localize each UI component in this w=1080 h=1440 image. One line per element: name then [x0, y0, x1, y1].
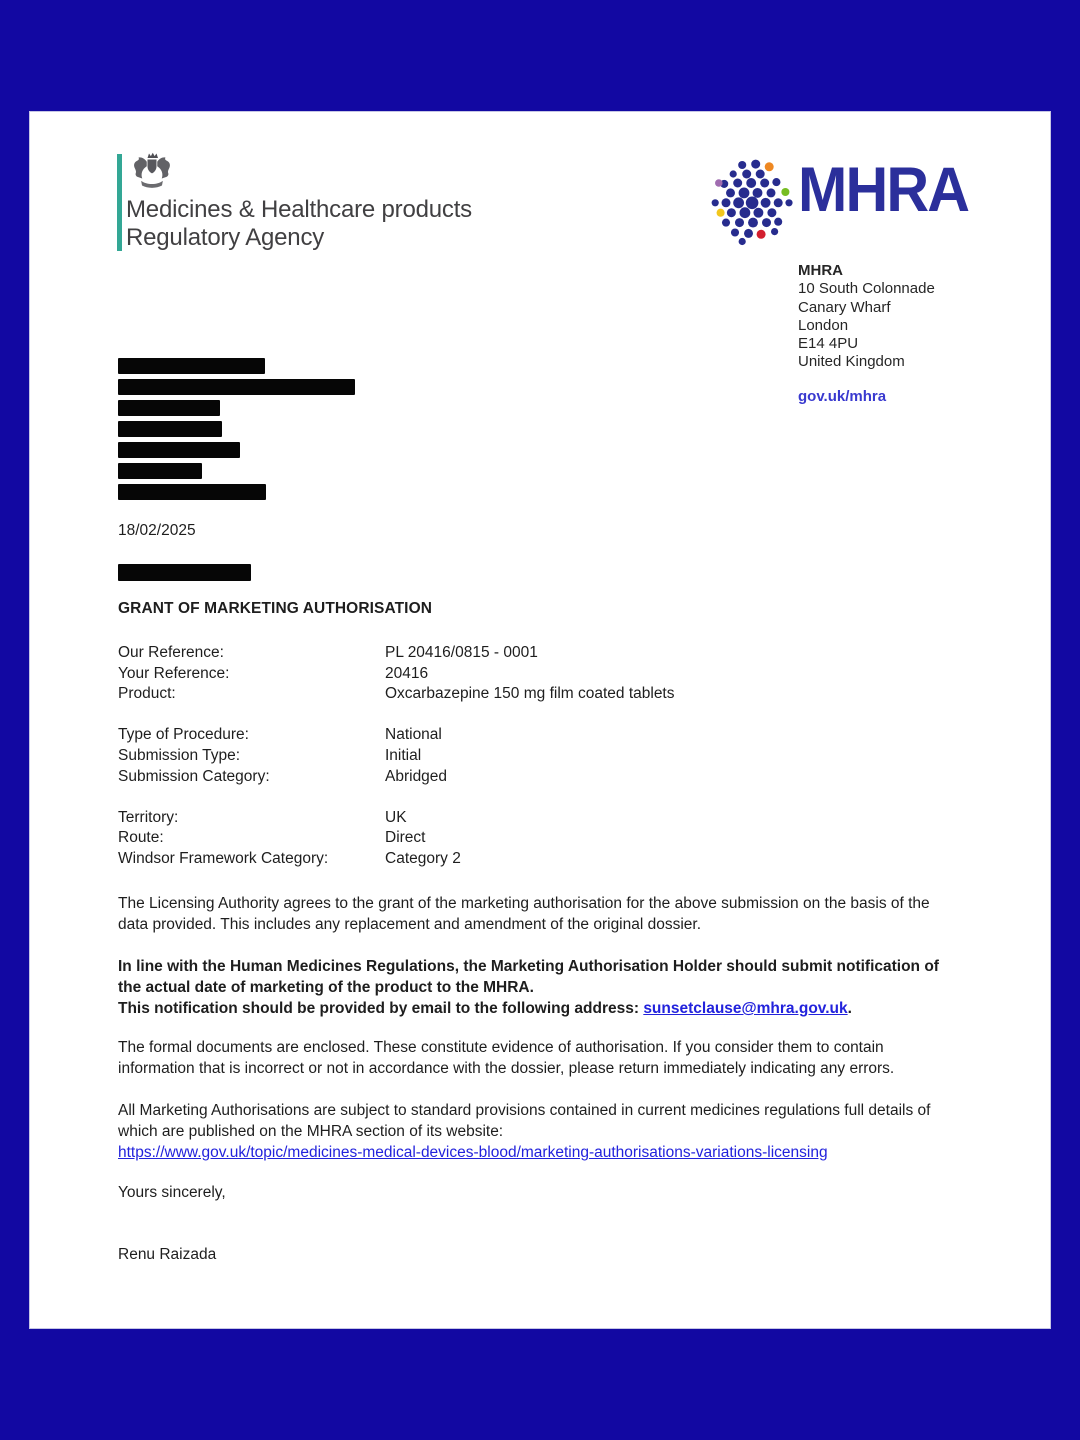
table-row	[118, 684, 998, 705]
ref-label: Product:	[118, 685, 176, 703]
table-row	[118, 643, 998, 664]
reference-group	[118, 725, 998, 787]
paragraph-notification-email-line	[118, 998, 964, 1019]
agency-name-line2: Regulatory Agency	[126, 224, 325, 251]
sender-address-line: 10 South Colonnade	[798, 280, 935, 298]
ref-value: National	[385, 726, 442, 744]
ref-label: Your Reference:	[118, 664, 230, 682]
paragraph-authority: The Licensing Authority agrees to the grant of the marketing authorisation for the above submission on the basis of the data provided. This includes any replacement and amendment of the original dossier.	[118, 895, 930, 933]
agency-teal-bar	[117, 154, 122, 251]
table-row	[118, 746, 998, 767]
ref-value: Oxcarbazepine 150 mg film coated tablets	[385, 685, 675, 703]
ref-label: Type of Procedure:	[118, 726, 249, 744]
signatory-name: Renu Raizada	[118, 1246, 217, 1263]
ref-value: Category 2	[385, 849, 461, 867]
sender-address-block	[798, 262, 935, 372]
redaction-bar	[118, 463, 202, 479]
letter-page	[30, 112, 1050, 1328]
reference-table	[118, 643, 998, 890]
sender-address-line: E14 4PU	[798, 335, 859, 353]
ref-value: UK	[385, 808, 407, 826]
redaction-bar	[118, 484, 266, 500]
ref-label: Our Reference:	[118, 644, 224, 661]
closing-line: Yours sincerely,	[118, 1184, 226, 1201]
ref-value: Initial	[385, 746, 422, 764]
ref-value: 20416	[385, 664, 429, 682]
paragraph-formal-documents: The formal documents are enclosed. These constitute evidence of authorisation. If you consider them to contain information that is incorrect or not in accordance with the dossier, please return immediately indicating any errors.	[118, 1039, 895, 1077]
agency-name	[126, 196, 472, 252]
reference-group	[118, 808, 998, 870]
sender-address-line: London	[798, 316, 849, 334]
table-row	[118, 849, 998, 870]
sunsetclause-email-link[interactable]: sunsetclause@mhra.gov.uk	[643, 1000, 848, 1017]
redaction-bar	[118, 379, 355, 395]
table-row	[118, 828, 998, 849]
paragraph-notification-bold: In line with the Human Medicines Regulations, the Marketing Authorisation Holder should submit notification of the actual date of marketing of the product to the MHRA.	[118, 958, 939, 996]
ref-label: Submission Category:	[118, 767, 270, 785]
ref-label: Windsor Framework Category:	[118, 849, 329, 867]
ref-label: Territory:	[118, 808, 179, 826]
redaction-bar	[118, 400, 220, 416]
mhra-wordmark: MHRA	[798, 155, 969, 225]
redaction-bar	[118, 358, 265, 374]
ref-label: Route:	[118, 829, 164, 847]
paragraph-provisions	[118, 1100, 964, 1163]
ref-value: Direct	[385, 829, 426, 847]
table-row	[118, 664, 998, 685]
gov-uk-mhra-link[interactable]: gov.uk/mhra	[798, 388, 887, 405]
sender-name: MHRA	[798, 262, 843, 279]
mhra-dots-icon	[708, 156, 798, 246]
reference-group	[118, 643, 998, 705]
table-row	[118, 808, 998, 829]
letter-date: 18/02/2025	[118, 522, 196, 539]
paragraph-provisions-link-line	[118, 1142, 964, 1163]
redaction-bar	[118, 421, 222, 437]
ref-value: PL 20416/0815 - 0001	[385, 644, 538, 661]
sender-address-line: United Kingdom	[798, 353, 905, 371]
ref-label: Submission Type:	[118, 746, 241, 764]
salutation-redaction-bar	[118, 564, 251, 581]
paragraph-notification	[118, 956, 964, 1019]
redaction-bar	[118, 442, 240, 458]
sender-address-line: Canary Wharf	[798, 298, 891, 316]
table-row	[118, 725, 998, 746]
gov-uk-authorisations-link[interactable]: https://www.gov.uk/topic/medicines-medical-devices-blood/marketing-authorisations-variations-licensing	[118, 1144, 828, 1161]
ref-value: Abridged	[385, 767, 448, 785]
paragraph-provisions-text: All Marketing Authorisations are subject to standard provisions contained in current medicines regulations full details of which are published on the MHRA section of its website:	[118, 1102, 931, 1140]
royal-crest-icon	[128, 150, 176, 196]
email-line-suffix: .	[847, 1000, 852, 1017]
agency-name-line1: Medicines & Healthcare products	[126, 196, 472, 223]
table-row	[118, 767, 998, 788]
letter-heading: GRANT OF MARKETING AUTHORISATION	[118, 600, 433, 617]
email-line-prefix: This notification should be provided by email to the following address:	[118, 1000, 644, 1017]
